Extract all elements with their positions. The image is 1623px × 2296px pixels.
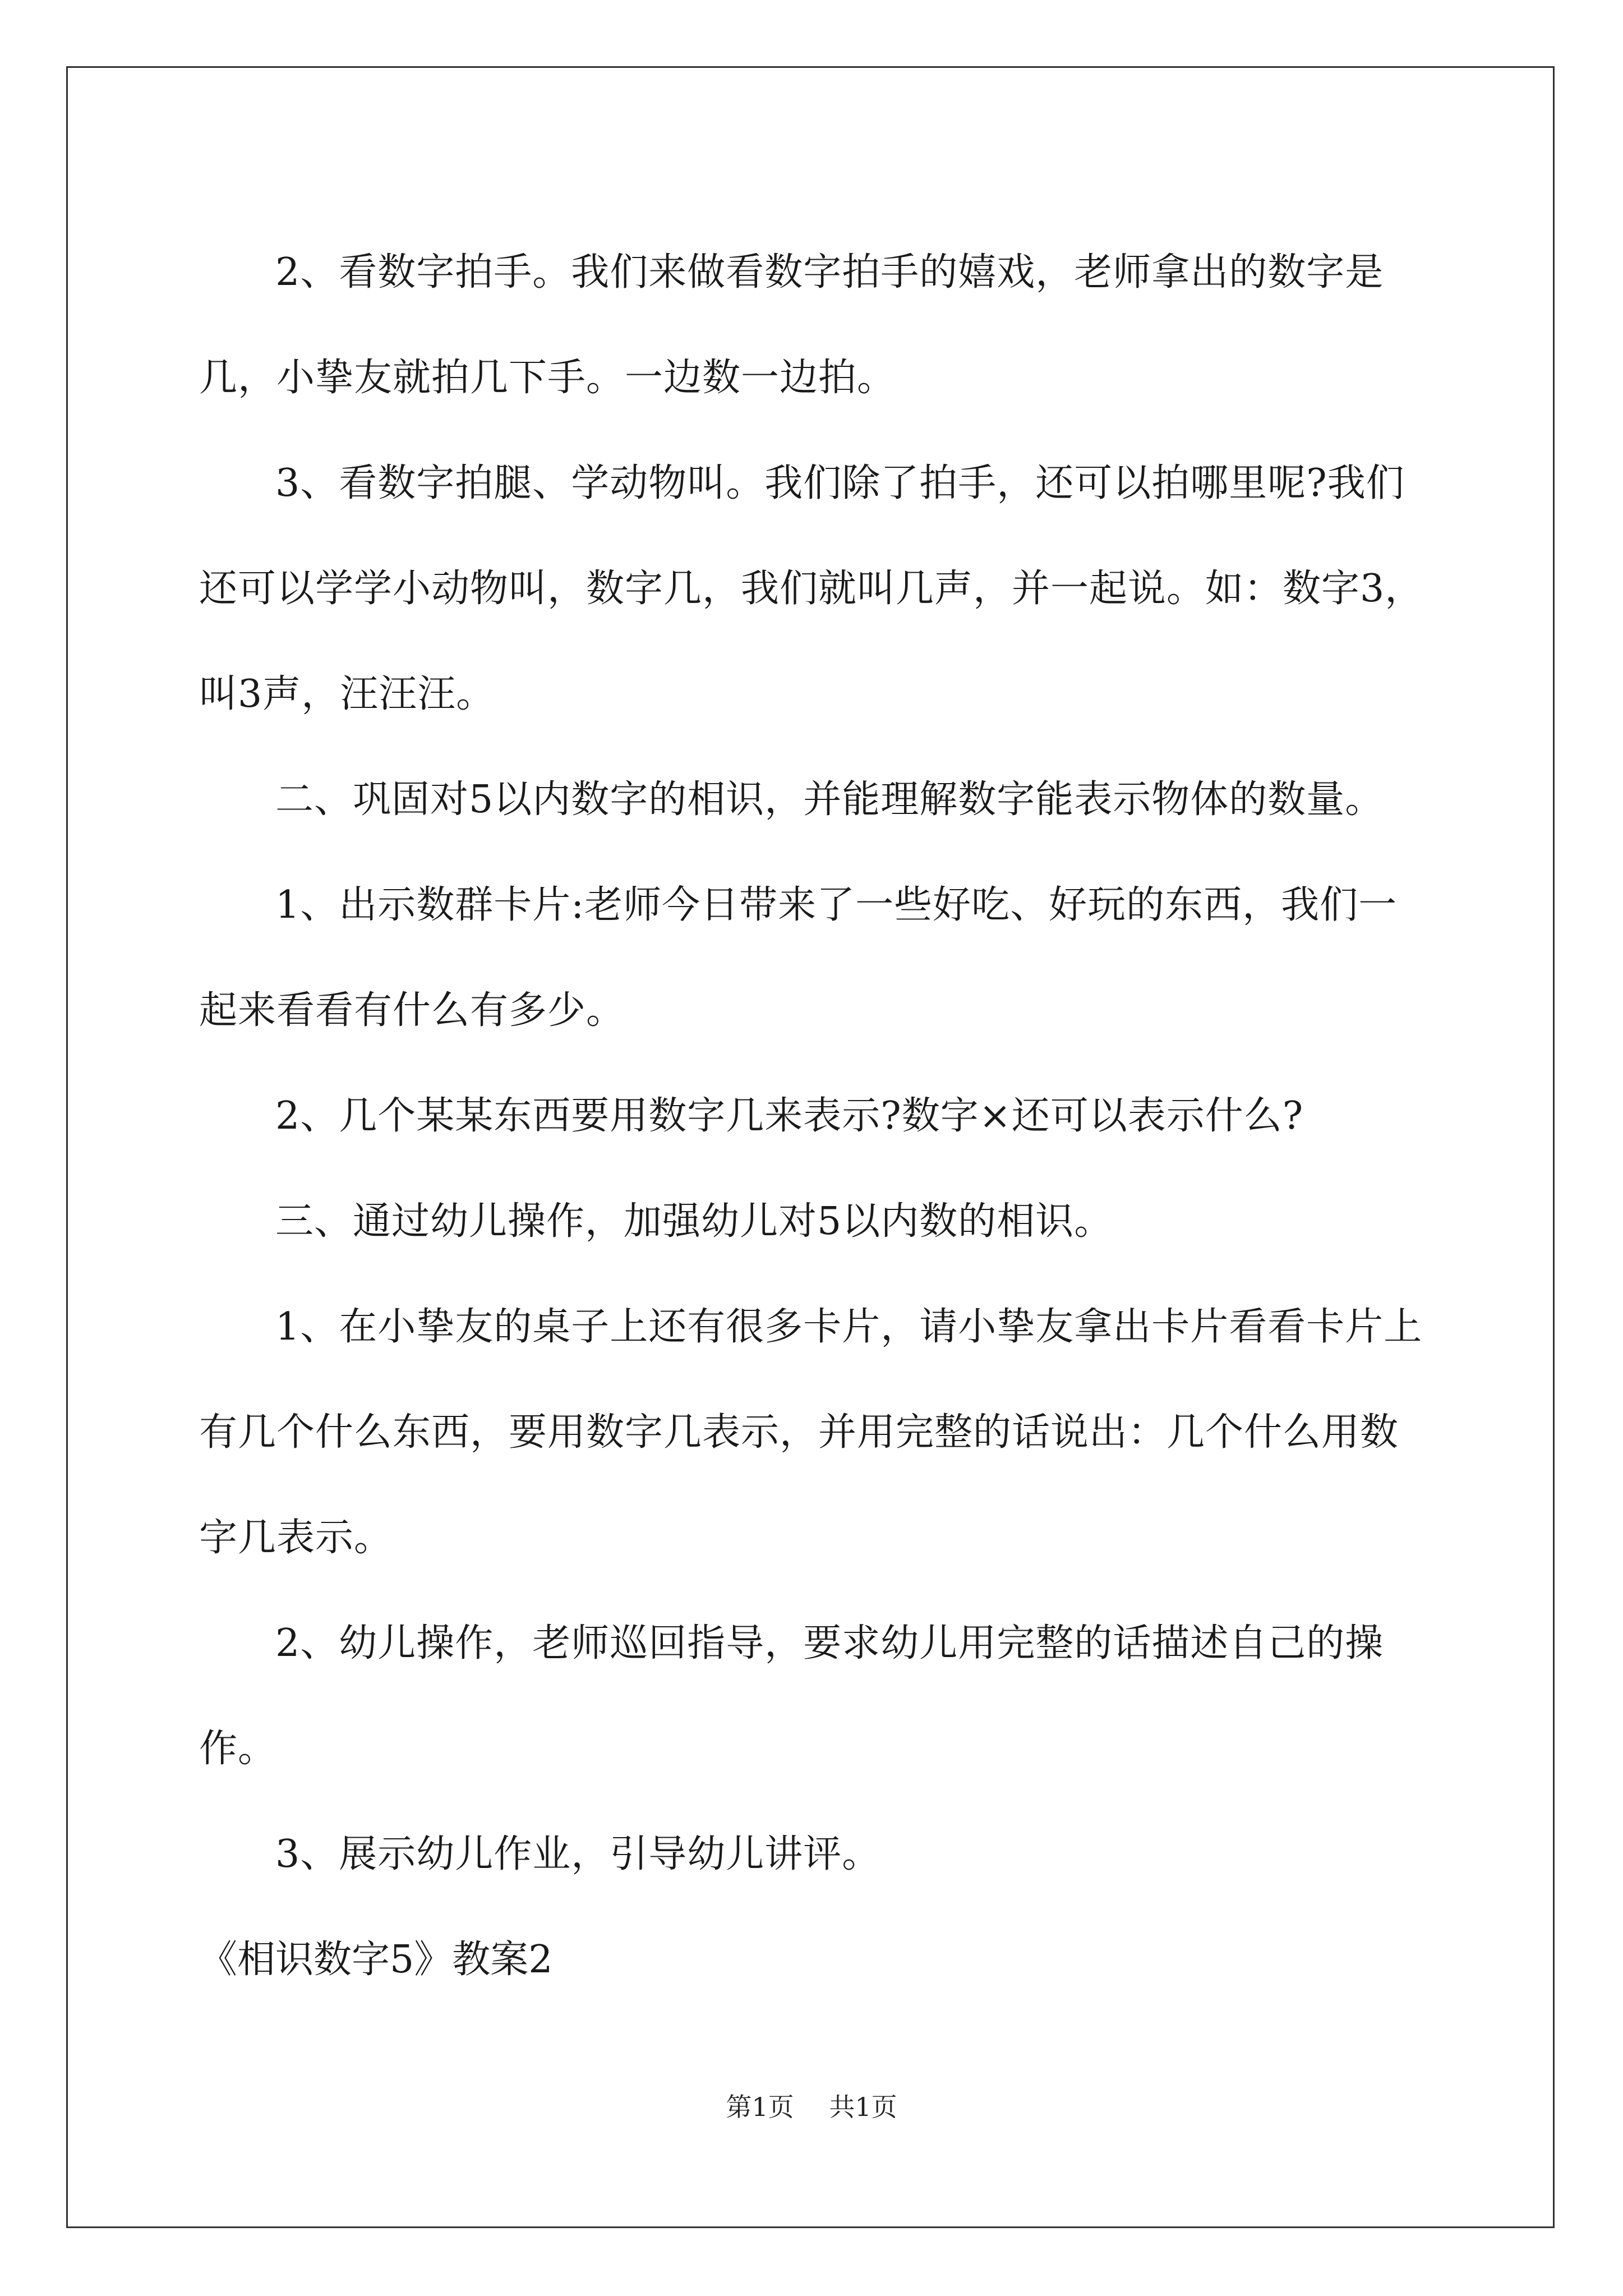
paragraph-7: 1、在小挚友的桌子上还有很多卡片，请小挚友拿出卡片看看卡片上有几个什么东西，要用数字几表示，并用完整的话说出：几个什么用数字几表示。: [199, 1305, 1423, 1560]
paragraph-8: 2、幼儿操作，老师巡回指导，要求幼儿用完整的话描述自己的操作。: [199, 1621, 1384, 1771]
document-body: [199, 220, 1433, 2013]
paragraph-3: 二、巩固对5以内数字的相识，并能理解数字能表示物体的数量。: [275, 777, 1384, 822]
paragraph-4: 1、出示数群卡片:老师今日带来了一些好吃、好玩的东西，我们一起来看看有什么有多少。: [199, 883, 1398, 1033]
page-total: 共1页: [829, 2092, 897, 2122]
paragraph-6: 三、通过幼儿操作，加强幼儿对5以内数的相识。: [275, 1199, 1113, 1244]
paragraph-9: 3、展示幼儿作业，引导幼儿讲评。: [275, 1832, 881, 1876]
page-number: 第1页: [726, 2092, 794, 2122]
paragraph-2: 3、看数字拍腿、学动物叫。我们除了拍手，还可以拍哪里呢?我们还可以学学小动物叫，数字几，我们就叫几声，并一起说。如：数字3，叫3声，汪汪汪。: [199, 461, 1424, 716]
paragraph-1: 2、看数字拍手。我们来做看数字拍手的嬉戏，老师拿出的数字是几，小挚友就拍几下手。一边数一边拍。: [199, 250, 1384, 400]
page-footer: [0, 2087, 1623, 2124]
section-title: 《相识数字5》教案2: [199, 1938, 553, 1982]
paragraph-5: 2、几个某某东西要用数字几来表示?数字×还可以表示什么?: [275, 1094, 1304, 1138]
